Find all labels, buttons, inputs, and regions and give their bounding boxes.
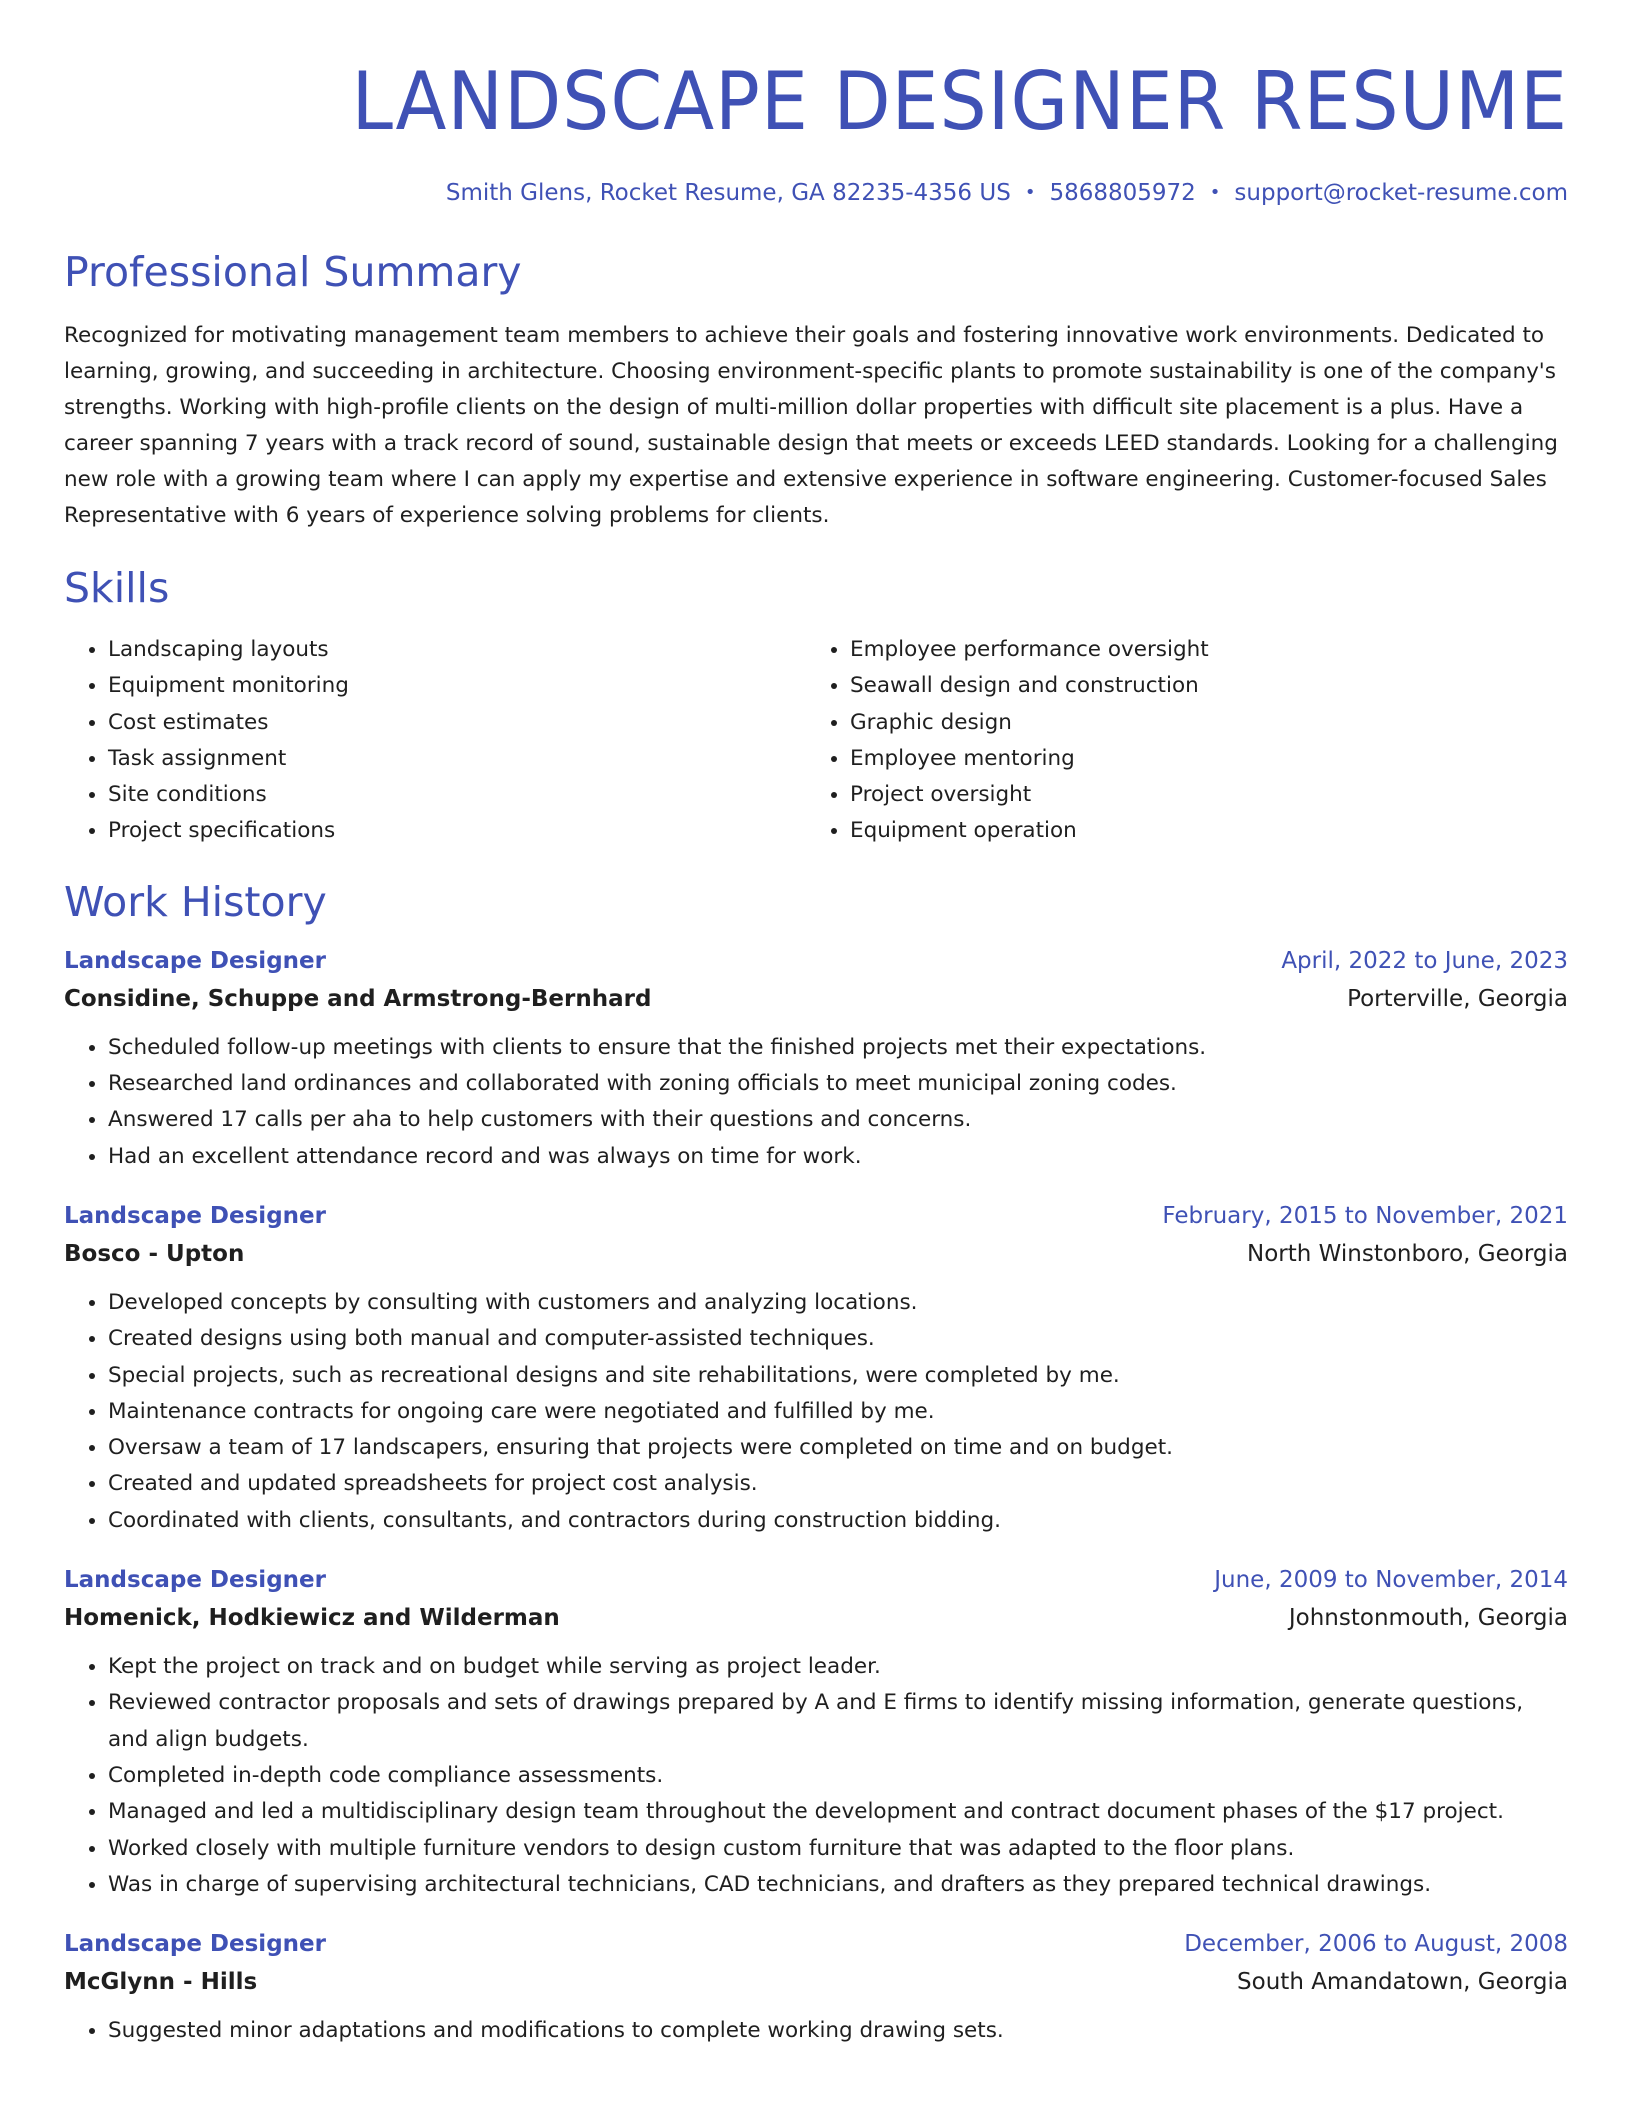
- job-title: Landscape Designer: [64, 1202, 326, 1229]
- contact-separator: •: [1209, 182, 1221, 203]
- job-bullets: [64, 1285, 1568, 1539]
- job-bullet: • Answered 17 calls per aha to help customers with their questions and concerns.: [108, 1102, 1568, 1138]
- job-bullet: • Suggested minor adaptations and modifications to complete working drawing sets.: [108, 2013, 1568, 2049]
- job-company: Considine, Schuppe and Armstrong-Bernhard: [64, 985, 652, 1012]
- job-location: North Winstonboro, Georgia: [1247, 1240, 1568, 1267]
- job-location: Johnstonmouth, Georgia: [1288, 1605, 1568, 1632]
- skill-item: • Graphic design: [850, 705, 1548, 741]
- contact-email[interactable]: support@rocket-resume.com: [1234, 180, 1568, 206]
- job-bullet: • Oversaw a team of 17 landscapers, ensuring that projects were completed on time and on budget.: [108, 1430, 1568, 1466]
- job-location: South Amandatown, Georgia: [1237, 1969, 1568, 1996]
- work-history-heading: Work History: [64, 877, 327, 926]
- job-bullet: • Special projects, such as recreational designs and site rehabilitations, were completed by me.: [108, 1358, 1568, 1394]
- job-bullet: • Managed and led a multidisciplinary design team throughout the development and contract document phases of the $17 project.: [108, 1794, 1568, 1830]
- skill-item: • Project oversight: [850, 777, 1548, 813]
- summary-text: Recognized for motivating management team members to achieve their goals and fostering innovative work environments. Dedicated to learning, growing, and succeeding in architecture. Choosing environment-specific plants to promote sustainability is one of the company's strengths. Working with high-profile clients on the design of multi-million dollar properties with difficult site placement is a plus. Have a career spanning 7 years with a track record of sound, sustainable design that meets or exceeds LEED standards. Looking for a challenging new role with a growing team where I can apply my expertise and extensive experience in software engineering. Customer-focused Sales Representative with 6 years of experience solving problems for clients.: [64, 323, 1558, 528]
- contact-phone: 5868805972: [1049, 180, 1196, 206]
- skill-item: • Employee performance oversight: [850, 632, 1548, 668]
- job-location: Porterville, Georgia: [1347, 985, 1568, 1012]
- resume-page: [64, 0, 1568, 2049]
- job-entry: [64, 1565, 1568, 1903]
- job-dates: June, 2009 to November, 2014: [1214, 1567, 1568, 1594]
- job-bullets: [64, 2013, 1568, 2049]
- job-dates: April, 2022 to June, 2023: [1281, 947, 1568, 974]
- job-bullet: • Kept the project on track and on budget while serving as project leader.: [108, 1649, 1568, 1685]
- skill-item: • Landscaping layouts: [108, 632, 806, 668]
- job-bullet: • Had an excellent attendance record and was always on time for work.: [108, 1139, 1568, 1175]
- skill-item: • Seawall design and construction: [850, 668, 1548, 704]
- job-bullet: • Maintenance contracts for ongoing care were negotiated and fulfilled by me.: [108, 1394, 1568, 1430]
- skill-item: • Cost estimates: [108, 705, 806, 741]
- contact-line: [64, 178, 1568, 208]
- job-company: McGlynn - Hills: [64, 1969, 258, 1996]
- job-company: Homenick, Hodkiewicz and Wilderman: [64, 1605, 560, 1632]
- skill-item: • Project specifications: [108, 813, 806, 849]
- job-title: Landscape Designer: [64, 1567, 326, 1594]
- job-title: Landscape Designer: [64, 1931, 326, 1958]
- job-bullets: [64, 1649, 1568, 1903]
- job-dates: December, 2006 to August, 2008: [1184, 1931, 1568, 1958]
- job-dates: February, 2015 to November, 2021: [1162, 1202, 1568, 1229]
- skill-item: • Site conditions: [108, 777, 806, 813]
- skills-list: [64, 632, 1568, 850]
- job-bullet: • Created designs using both manual and computer-assisted techniques.: [108, 1321, 1568, 1357]
- job-bullet: • Researched land ordinances and collaborated with zoning officials to meet municipal zoning codes.: [108, 1066, 1568, 1102]
- job-entry: [64, 1929, 1568, 2049]
- contact-address: Smith Glens, Rocket Resume, GA 82235-4356 US: [445, 180, 1011, 206]
- job-entry: [64, 946, 1568, 1175]
- job-bullet: • Worked closely with multiple furniture vendors to design custom furniture that was adapted to the floor plans.: [108, 1831, 1568, 1867]
- skill-item: • Equipment operation: [850, 813, 1548, 849]
- skills-column-left: [64, 632, 806, 850]
- job-entry: [64, 1201, 1568, 1539]
- job-company: Bosco - Upton: [64, 1240, 245, 1267]
- job-bullet: • Developed concepts by consulting with customers and analyzing locations.: [108, 1285, 1568, 1321]
- skills-heading: Skills: [64, 564, 170, 612]
- summary-heading: Professional Summary: [64, 248, 522, 296]
- skill-item: • Task assignment: [108, 741, 806, 777]
- job-bullet: • Reviewed contractor proposals and sets of drawings prepared by A and E firms to identify missing information, generate questions, and align budgets.: [108, 1685, 1568, 1758]
- job-title: Landscape Designer: [64, 947, 326, 974]
- job-bullet: • Created and updated spreadsheets for project cost analysis.: [108, 1466, 1568, 1502]
- skills-column-right: [806, 632, 1548, 850]
- skill-item: • Employee mentoring: [850, 741, 1548, 777]
- job-bullet: • Was in charge of supervising architectural technicians, CAD technicians, and drafters as they prepared technical drawings.: [108, 1867, 1568, 1903]
- job-bullet: • Completed in-depth code compliance assessments.: [108, 1758, 1568, 1794]
- resume-title: LANDSCAPE DESIGNER RESUME: [351, 55, 1568, 148]
- job-bullets: [64, 1030, 1568, 1175]
- contact-separator: •: [1024, 182, 1036, 203]
- job-bullet: • Coordinated with clients, consultants, and contractors during construction bidding.: [108, 1503, 1568, 1539]
- job-bullet: • Scheduled follow-up meetings with clients to ensure that the finished projects met their expectations.: [108, 1030, 1568, 1066]
- skill-item: • Equipment monitoring: [108, 668, 806, 704]
